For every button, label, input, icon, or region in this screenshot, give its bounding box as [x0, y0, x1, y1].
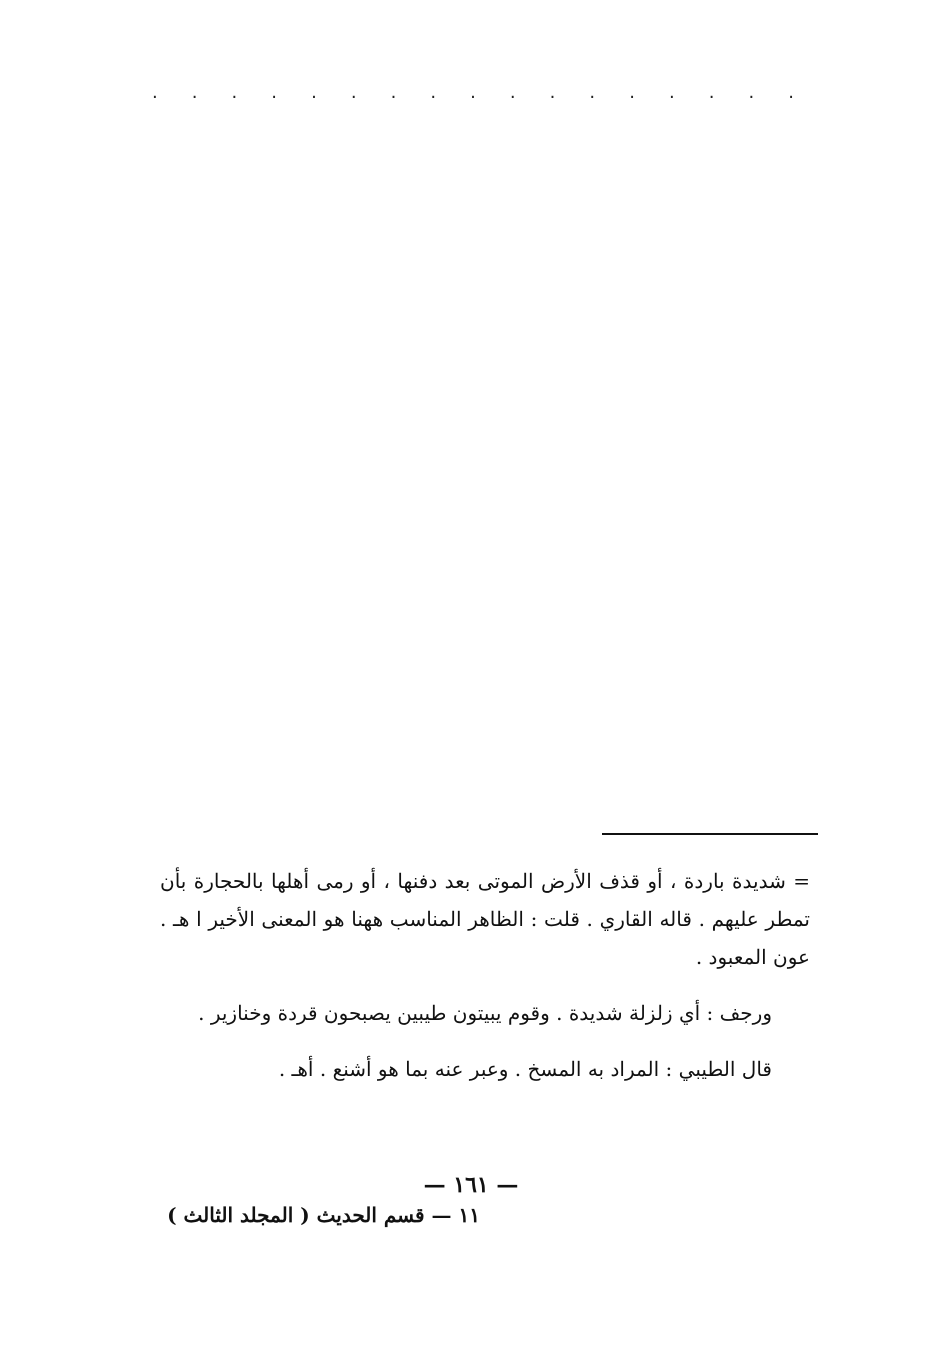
- footnote-tibi-paragraph: قال الطيبي : المراد به المسخ . وعبر عنه بما هو أشنع . أهـ .: [278, 1057, 772, 1081]
- footnote-separator-rule: [602, 833, 818, 835]
- printer-signature-mark: ١١ — قسم الحديث ( المجلد الثالث ): [167, 1203, 480, 1227]
- page-number: — ١٦١ —: [423, 1172, 519, 1198]
- ornamental-dot-row: . . . . . . . . . . . . . . . . .: [152, 82, 794, 103]
- footnote-rajf-paragraph: ورجف : أي زلزلة شديدة . وقوم يبيتون طيبين يصبحون قردة وخنازير .: [198, 1001, 772, 1025]
- footnotes-block: [160, 862, 810, 1088]
- footnote-continued-paragraph: = شديدة باردة ، أو قذف الأرض الموتى بعد دفنها ، أو رمى أهلها بالحجارة بأن تمطر عليهم . قاله القاري . قلت : الظاهر المناسب ههنا هو المعنى الأخير ا هـ . عون المعبود .: [160, 869, 810, 969]
